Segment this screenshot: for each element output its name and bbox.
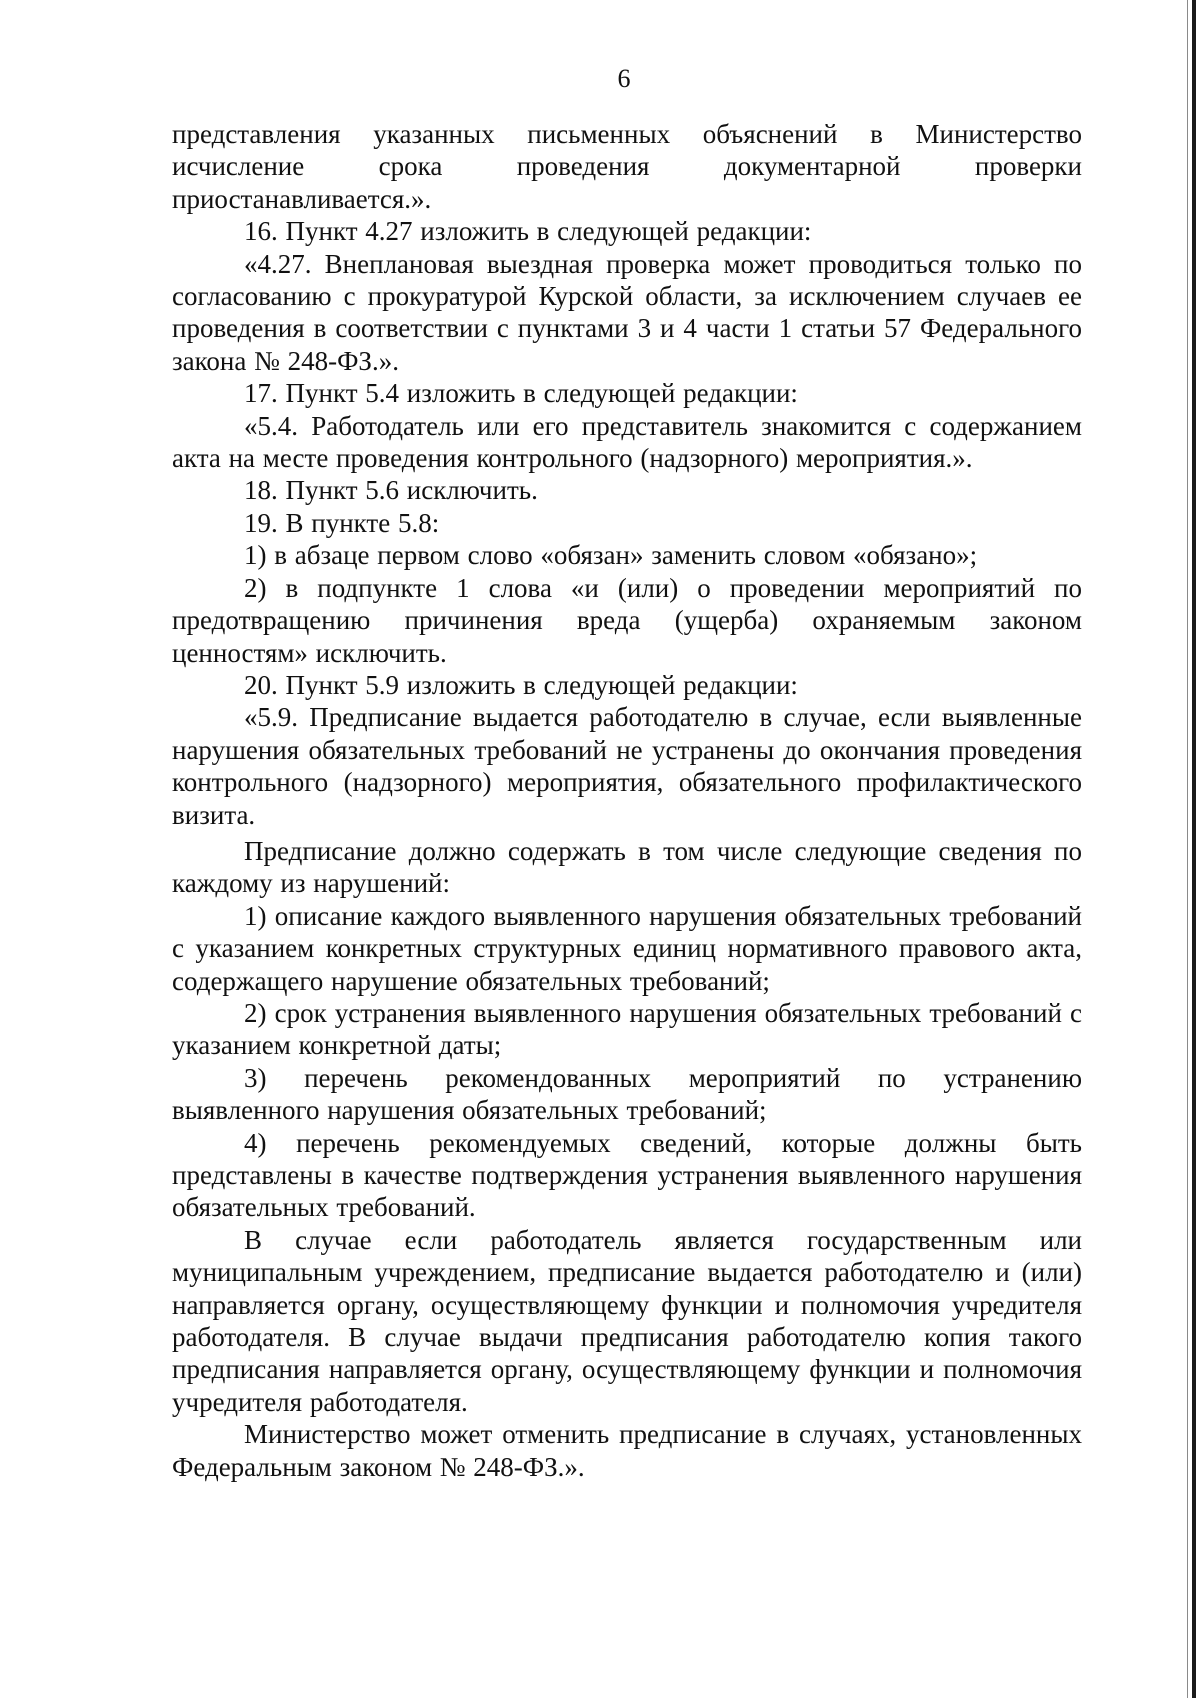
paragraph-item-18: 18. Пункт 5.6 исключить. [244, 475, 538, 506]
paragraph-continuation: представления указанных письменных объяснений в Министерство исчисление срока проведения документарной проверки приостанавливается.». [172, 119, 1082, 214]
paragraph-prescription-content: Предписание должно содержать в том числе следующие сведения по каждому из нарушений: [172, 835, 1082, 899]
paragraph-list-1: 1) описание каждого выявленного нарушения обязательных требований с указанием конкретных структурных единиц нормативного правового акта, содержащего нарушение обязательных требований; [172, 900, 1082, 996]
paragraph-item-19: 19. В пункте 5.8: [244, 507, 440, 538]
document-body [172, 118, 1082, 1483]
paragraph-list-3: 3) перечень рекомендованных мероприятий по устранению выявленного нарушения обязательных требований; [172, 1062, 1082, 1126]
scan-edge-border [1192, 0, 1196, 1698]
paragraph-list-4: 4) перечень рекомендуемых сведений, которые должны быть представлены в качестве подтверждения устранения выявленного нарушения обязательных требований. [172, 1127, 1082, 1223]
paragraph-quote-5-4: «5.4. Работодатель или его представитель знакомится с содержанием акта на месте проведения контрольного (надзорного) мероприятия.». [172, 410, 1082, 474]
scan-edge-line [1187, 0, 1188, 1698]
paragraph-cancel: Министерство может отменить предписание в случаях, установленных Федеральным законом № 248-ФЗ.». [172, 1419, 1082, 1482]
page-number: 6 [617, 64, 631, 93]
paragraph-quote-4-27: «4.27. Внеплановая выездная проверка может проводиться только по согласованию с прокуратурой Курской области, за исключением случаев ее проведения в соответствии с пунктами 3 и 4 части 1 статьи 57 Федерального закона № 248-ФЗ.». [172, 248, 1082, 376]
paragraph-item-19-2: 2) в подпункте 1 слова «и (или) о проведении мероприятий по предотвращению причинения вреда (ущерба) охраняемым законом ценностям» исключить. [172, 572, 1082, 668]
paragraph-state-employer: В случае если работодатель является государственным или муниципальным учреждением, предписание выдается работодателю и (или) направляется органу, осуществляющему функции и полномочия учредителя работодателя. В случае выдачи предписания работодателю копия такого предписания направляется органу, осуществляющему функции и полномочия учредителя работодателя. [172, 1224, 1082, 1417]
paragraph-item-16: 16. Пункт 4.27 изложить в следующей редакции: [244, 216, 812, 247]
paragraph-item-19-1: 1) в абзаце первом слово «обязан» заменить словом «обязано»; [244, 540, 978, 571]
paragraph-item-17: 17. Пункт 5.4 изложить в следующей редакции: [244, 378, 798, 409]
paragraph-item-20: 20. Пункт 5.9 изложить в следующей редакции: [244, 669, 798, 700]
paragraph-quote-5-9: «5.9. Предписание выдается работодателю в случае, если выявленные нарушения обязательных требований не устранены до окончания проведения контрольного (надзорного) мероприятия, обязательного профилактического визита. [172, 702, 1082, 830]
paragraph-list-2: 2) срок устранения выявленного нарушения обязательных требований с указанием конкретной даты; [172, 997, 1082, 1061]
